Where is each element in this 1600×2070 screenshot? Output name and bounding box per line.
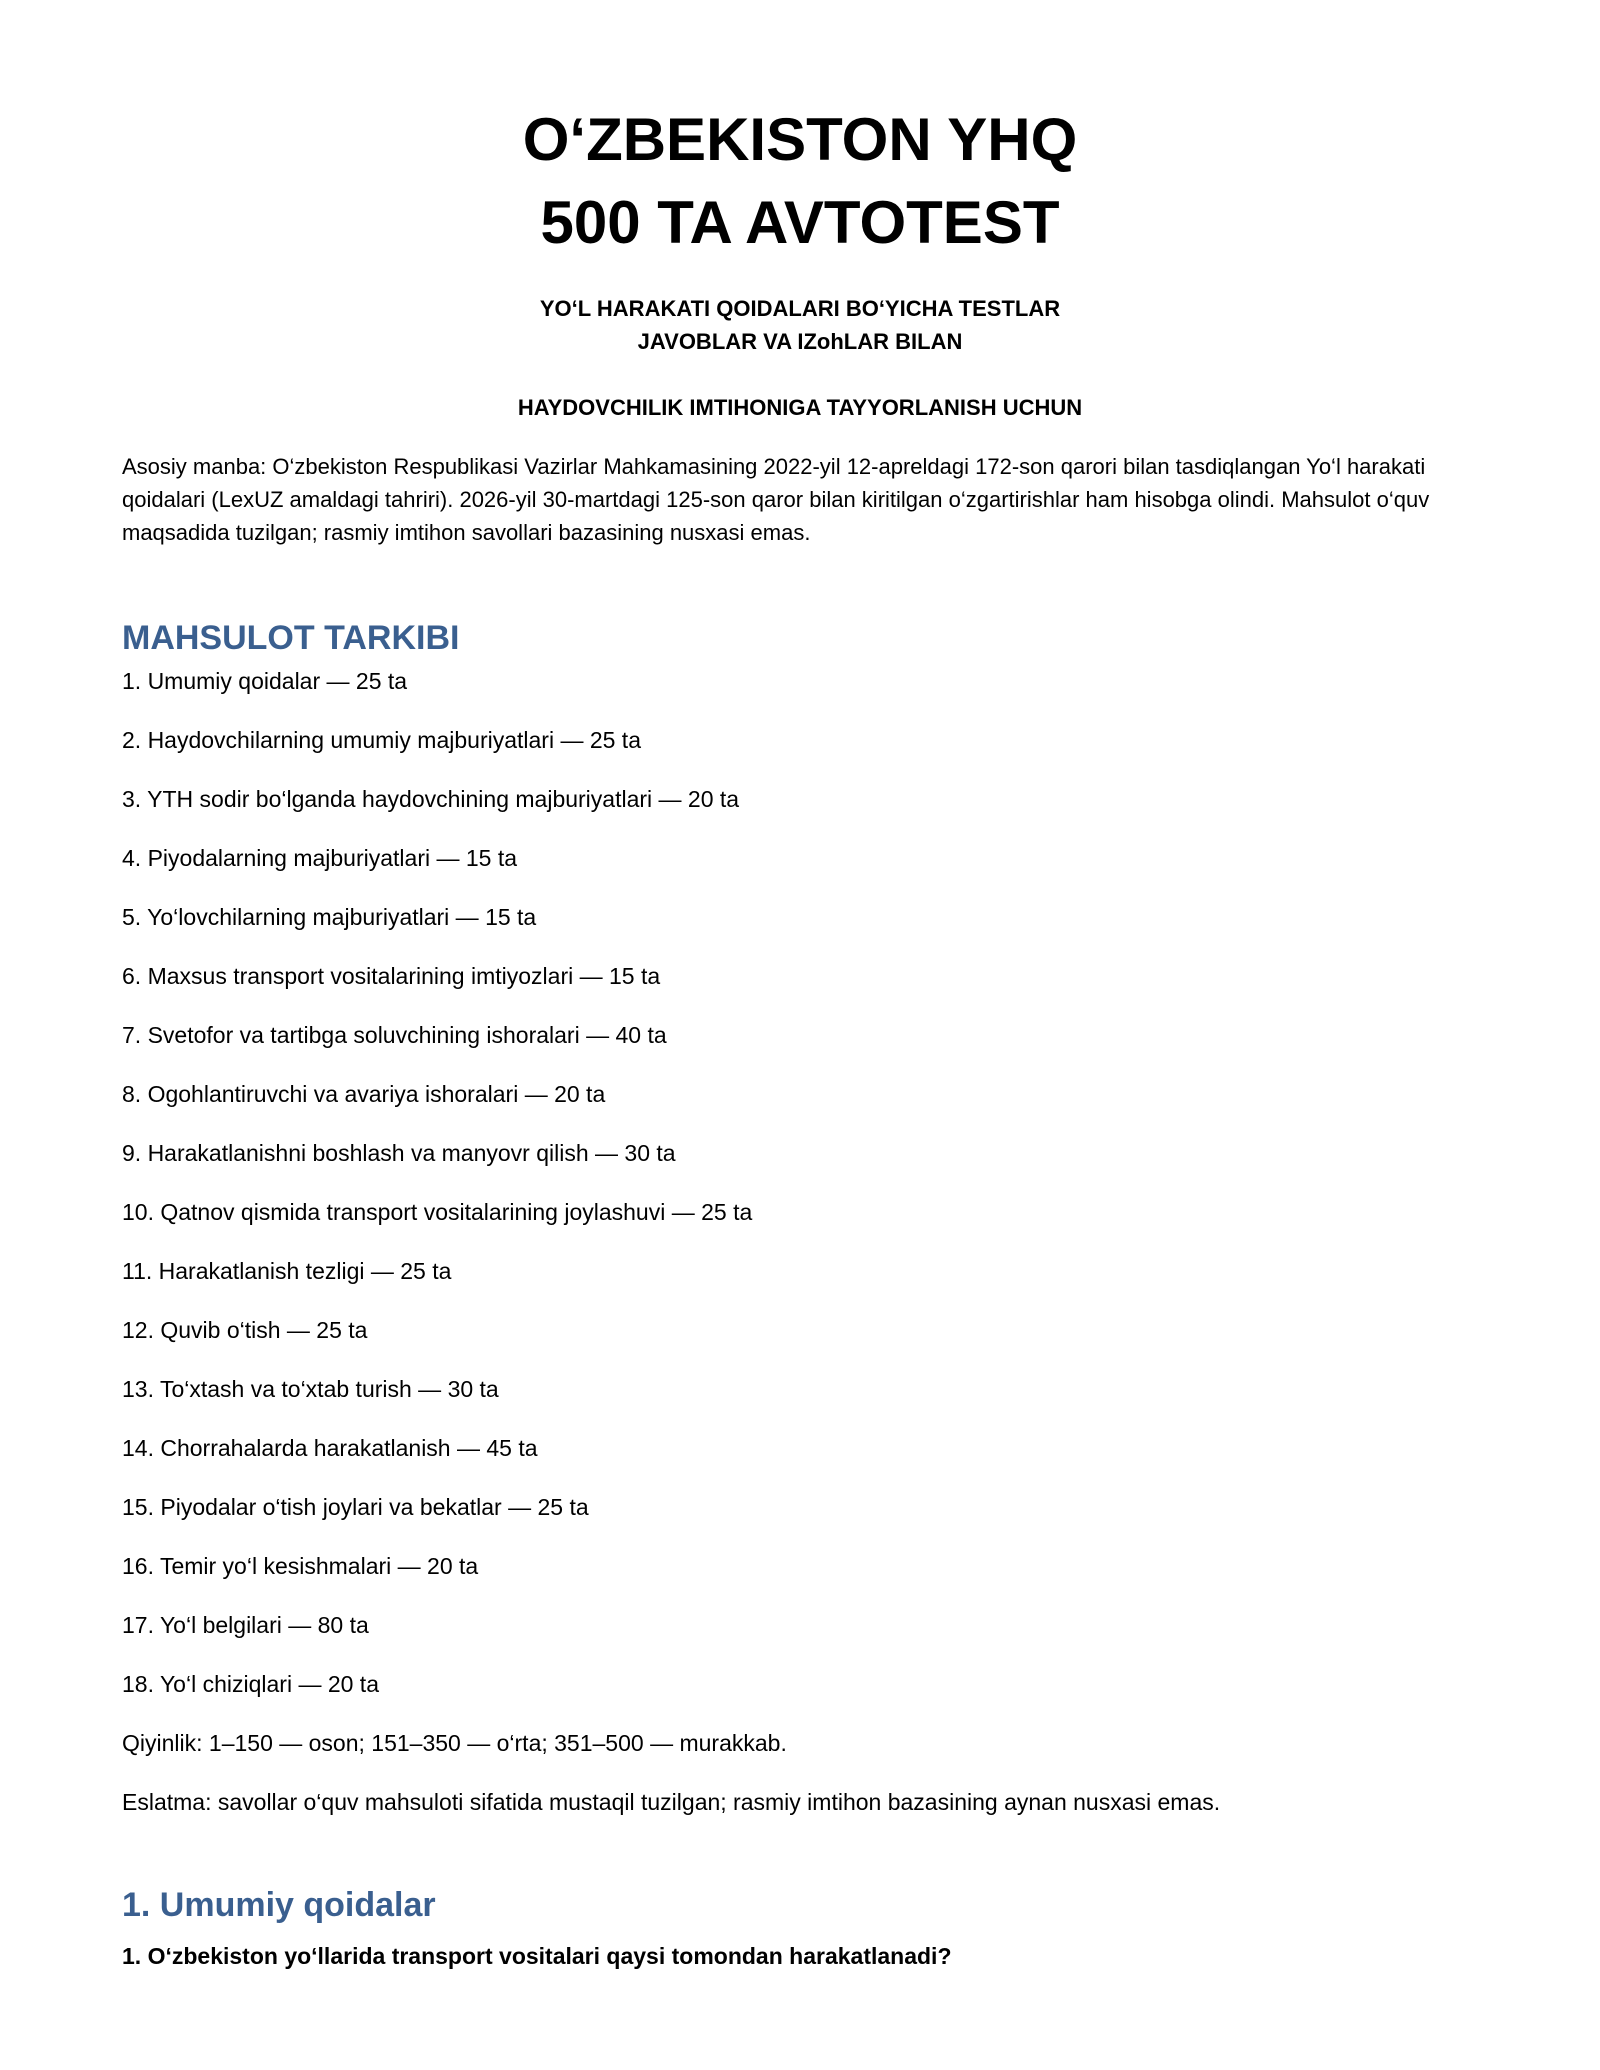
list-item: 11. Harakatlanish tezligi — 25 ta xyxy=(122,1258,452,1284)
subtitle-line-1: YO‘L HARAKATI QOIDALARI BO‘YICHA TESTLAR xyxy=(539,296,1061,321)
list-item: 5. Yo‘lovchilarning majburiyatlari — 15 ta xyxy=(122,904,537,930)
list-item: 2. Haydovchilarning umumiy majburiyatlari — 25 ta xyxy=(122,727,641,753)
purpose-line: HAYDOVCHILIK IMTIHONIGA TAYYORLANISH UCHUN xyxy=(517,395,1083,420)
list-item: 13. To‘xtash va to‘xtab turish — 30 ta xyxy=(122,1376,499,1402)
contents-heading: MAHSULOT TARKIBI xyxy=(122,619,460,657)
list-item: 14. Chorrahalarda harakatlanish — 45 ta xyxy=(122,1435,538,1461)
list-item: 6. Maxsus transport vositalarining imtiyozlari — 15 ta xyxy=(122,963,661,989)
list-item: 3. YTH sodir bo‘lganda haydovchining majburiyatlari — 20 ta xyxy=(122,786,740,812)
difficulty-note: Qiyinlik: 1–150 — oson; 151–350 — o‘rta; 351–500 — murakkab. xyxy=(122,1730,787,1756)
intro-paragraph: Asosiy manba: O‘zbekiston Respublikasi Vazirlar Mahkamasining 2022-yil 12-apreldagi 172-son qarori bilan tasdiqlangan Yo‘l harakati qoidalari (LexUZ amaldagi tahriri). 2026-yil 30-martdagi 125-son qaror bilan kiritilgan o‘zgartirishlar ham hisobga olindi. Mahsulot o‘quv maqsadida tuzilgan; rasmiy imtihon savollari bazasining nusxasi emas. xyxy=(122,454,1430,545)
contents-list xyxy=(122,668,752,1730)
list-item: 8. Ogohlantiruvchi va avariya ishoralari — 20 ta xyxy=(122,1081,606,1107)
list-item: 17. Yo‘l belgilari — 80 ta xyxy=(122,1612,369,1638)
title-line-2: 500 TA AVTOTEST xyxy=(540,189,1060,256)
list-item: 4. Piyodalarning majburiyatlari — 15 ta xyxy=(122,845,518,871)
list-item: 18. Yo‘l chiziqlari — 20 ta xyxy=(122,1671,379,1697)
list-item: 12. Quvib o‘tish — 25 ta xyxy=(122,1317,368,1343)
list-item: 10. Qatnov qismida transport vositalarining joylashuvi — 25 ta xyxy=(122,1199,753,1225)
section-heading: 1. Umumiy qoidalar xyxy=(122,1886,436,1924)
list-item: 9. Harakatlanishni boshlash va manyovr qilish — 30 ta xyxy=(122,1140,676,1166)
subtitle-line-2: JAVOBLAR VA IZohLAR BILAN xyxy=(637,329,963,354)
question-text: 1. O‘zbekiston yo‘llarida transport vositalari qaysi tomondan harakatlanadi? xyxy=(122,1943,952,1969)
list-item: 15. Piyodalar o‘tish joylari va bekatlar — 25 ta xyxy=(122,1494,589,1520)
disclaimer-note: Eslatma: savollar o‘quv mahsuloti sifatida mustaqil tuzilgan; rasmiy imtihon bazasining aynan nusxasi emas. xyxy=(122,1789,1221,1815)
list-item: 1. Umumiy qoidalar — 25 ta xyxy=(122,668,408,694)
list-item: 7. Svetofor va tartibga soluvchining ishoralari — 40 ta xyxy=(122,1022,667,1048)
title-line-1: O‘ZBEKISTON YHQ xyxy=(522,106,1078,173)
list-item: 16. Temir yo‘l kesishmalari — 20 ta xyxy=(122,1553,479,1579)
